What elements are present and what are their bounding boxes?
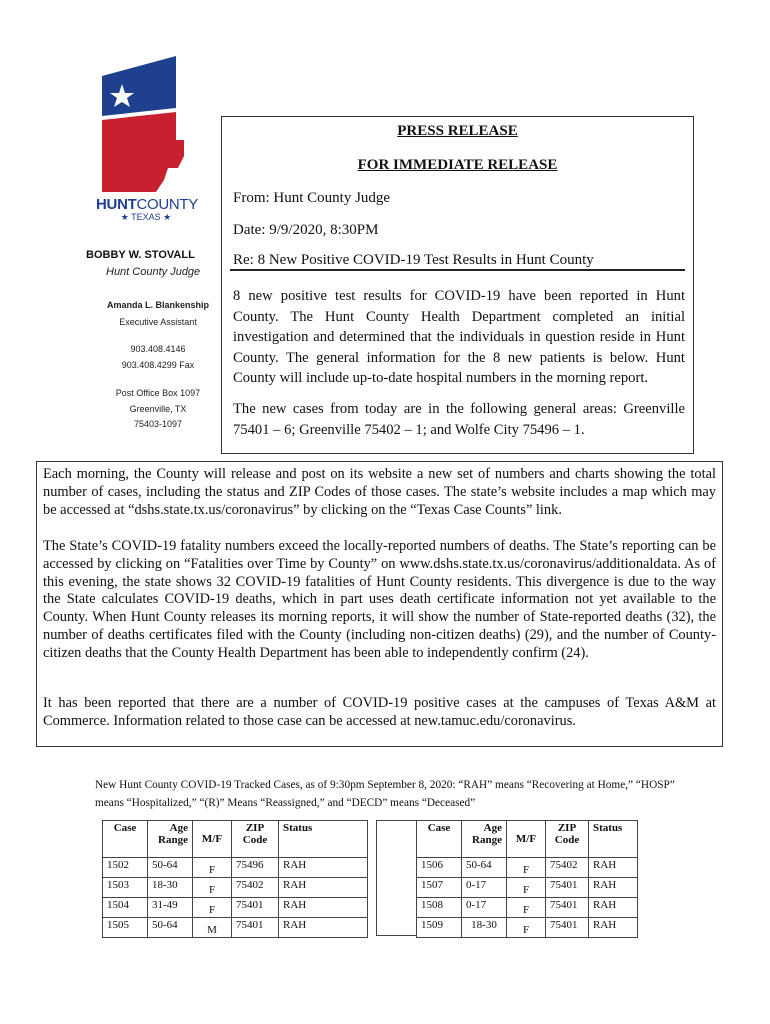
col-header-status: Status (279, 821, 368, 858)
fax-number: 903.408.4299 Fax (121, 360, 195, 370)
table-row (417, 858, 638, 878)
col-header-zip: ZIP Code (546, 821, 589, 858)
table-row (417, 918, 638, 938)
logo-red-field (102, 112, 184, 192)
cell-zip: 75401 (546, 878, 589, 898)
cell-status: RAH (589, 858, 638, 878)
col-header-case: Case (417, 821, 462, 858)
judge-title: Hunt County Judge (106, 266, 201, 278)
body-paragraph-3: It has been reported that there are a number of COVID-19 positive cases at the campuses of Texas A&M at Commerce. Information related to those case can be accessed at new.tamuc.edu/coronavirus. (43, 695, 716, 729)
cell-case: 1504 (103, 898, 148, 918)
cell-status: RAH (589, 878, 638, 898)
cases-table-right (416, 820, 638, 938)
cell-mf: F (507, 898, 546, 918)
cell-zip: 75401 (546, 918, 589, 938)
press-release-paragraph-2: The new cases from today are in the following general areas: Greenville 75401 – 6; Greenville 75402 – 1; and Wolfe City 75496 – 1. (233, 401, 685, 438)
logo-blue-field (102, 56, 176, 116)
cell-age: 18-30 (148, 878, 193, 898)
immediate-release-heading: FOR IMMEDIATE RELEASE (357, 157, 558, 173)
press-release-box (221, 116, 694, 454)
col-header-mf: M/F (193, 821, 232, 858)
cell-age: 50-64 (462, 858, 507, 878)
logo-hunt-text: HUNT (96, 196, 137, 213)
cell-mf: F (507, 878, 546, 898)
cell-case: 1503 (103, 878, 148, 898)
press-release-paragraph-1: 8 new positive test results for COVID-19 have been reported in Hunt County. The Hunt County Health Department completed an initial investigation and determined that the individuals in question reside in Hunt County. The general information for the 8 new patients is below. Hunt County will include up-to-date hospital numbers in the morning report. (233, 288, 685, 387)
table-row (103, 878, 368, 898)
judge-name: BOBBY W. STOVALL (86, 249, 195, 261)
cell-mf: F (193, 898, 232, 918)
body-paragraph-2: The State’s COVID-19 fatality numbers exceed the locally-reported numbers of deaths. The State’s reporting can be accessed by clicking on “Fatalities over Time by County” on www.dshs.state.tx.us/coronavirus/additionaldata. As of this evening, the state shows 32 COVID-19 fatalities of Hunt County residents. This divergence is due to the way the State calculates COVID-19 deaths, which in part uses death certificate information not yet available to the County. When Hunt County releases its morning reports, it will show the number of State-reported deaths (32), the number of deaths certificates filed with the County (including non-citizen deaths) (29), and the number of County-citizen deaths that the County Health Department has been able to independently confirm (24). (43, 538, 716, 661)
re-line: Re: 8 New Positive COVID-19 Test Results in Hunt County (233, 252, 594, 268)
cell-zip: 75401 (546, 898, 589, 918)
cell-mf: M (193, 918, 232, 938)
cell-case: 1506 (417, 858, 462, 878)
col-header-zip: ZIP Code (232, 821, 279, 858)
cell-age: 31-49 (148, 898, 193, 918)
cell-case: 1508 (417, 898, 462, 918)
cell-zip: 75401 (232, 918, 279, 938)
cell-status: RAH (279, 858, 368, 878)
cell-status: RAH (589, 918, 638, 938)
logo-texas-text: ★ TEXAS ★ (120, 212, 172, 222)
col-header-mf: M/F (507, 821, 546, 858)
table-row (103, 918, 368, 938)
cell-mf: F (507, 858, 546, 878)
logo-county-text: COUNTY (136, 196, 199, 213)
table-row (417, 878, 638, 898)
cell-age: 50-64 (148, 918, 193, 938)
col-header-status: Status (589, 821, 638, 858)
cell-status: RAH (589, 898, 638, 918)
cell-status: RAH (279, 878, 368, 898)
cell-mf: F (193, 858, 232, 878)
date-line: Date: 9/9/2020, 8:30PM (233, 222, 379, 238)
cell-zip: 75496 (232, 858, 279, 878)
cell-status: RAH (279, 918, 368, 938)
cell-status: RAH (279, 898, 368, 918)
cell-age: 50-64 (148, 858, 193, 878)
body-text-box (36, 461, 723, 747)
cell-age: 0-17 (462, 878, 507, 898)
re-underline-rule (230, 269, 685, 271)
table-row (417, 898, 638, 918)
cell-age: 18-30 (462, 918, 507, 938)
table-gap-frame (376, 820, 416, 936)
body-paragraph-1: Each morning, the County will release and post on its website a new set of numbers and charts showing the total number of cases, including the status and ZIP Codes of those cases. The state’s website includes a map which may be accessed at “dshs.state.tx.us/coronavirus” by clicking on the “Texas Case Counts” link. (43, 466, 716, 518)
press-release-heading: PRESS RELEASE (397, 123, 518, 139)
cases-table-left (102, 820, 368, 938)
cell-case: 1505 (103, 918, 148, 938)
cell-case: 1502 (103, 858, 148, 878)
cell-zip: 75401 (232, 898, 279, 918)
table-caption: New Hunt County COVID-19 Tracked Cases, as of 9:30pm September 8, 2020: “RAH” means “Recovering at Home,” “HOSP” means “Hospitalized,” “(R)” Means “Reassigned,” and “DECD” means “Deceased” (95, 779, 675, 809)
from-line: From: Hunt County Judge (233, 190, 391, 206)
logo-wordmark (96, 196, 199, 223)
cell-case: 1507 (417, 878, 462, 898)
col-header-case: Case (103, 821, 148, 858)
table-row (103, 858, 368, 878)
col-header-age: Age Range (148, 821, 193, 858)
cell-age: 0-17 (462, 898, 507, 918)
cell-mf: F (193, 878, 232, 898)
cell-mf: F (507, 918, 546, 938)
address-line-2: Greenville, TX (129, 404, 187, 414)
cell-zip: 75402 (232, 878, 279, 898)
phone-number: 903.408.4146 (130, 344, 186, 354)
assistant-name: Amanda L. Blankenship (106, 300, 210, 310)
address-line-1: Post Office Box 1097 (115, 388, 201, 398)
col-header-age: Age Range (462, 821, 507, 858)
assistant-title: Executive Assistant (119, 317, 197, 327)
address-line-3: 75403-1097 (133, 419, 183, 429)
table-row (103, 898, 368, 918)
cell-zip: 75402 (546, 858, 589, 878)
cell-case: 1509 (417, 918, 462, 938)
